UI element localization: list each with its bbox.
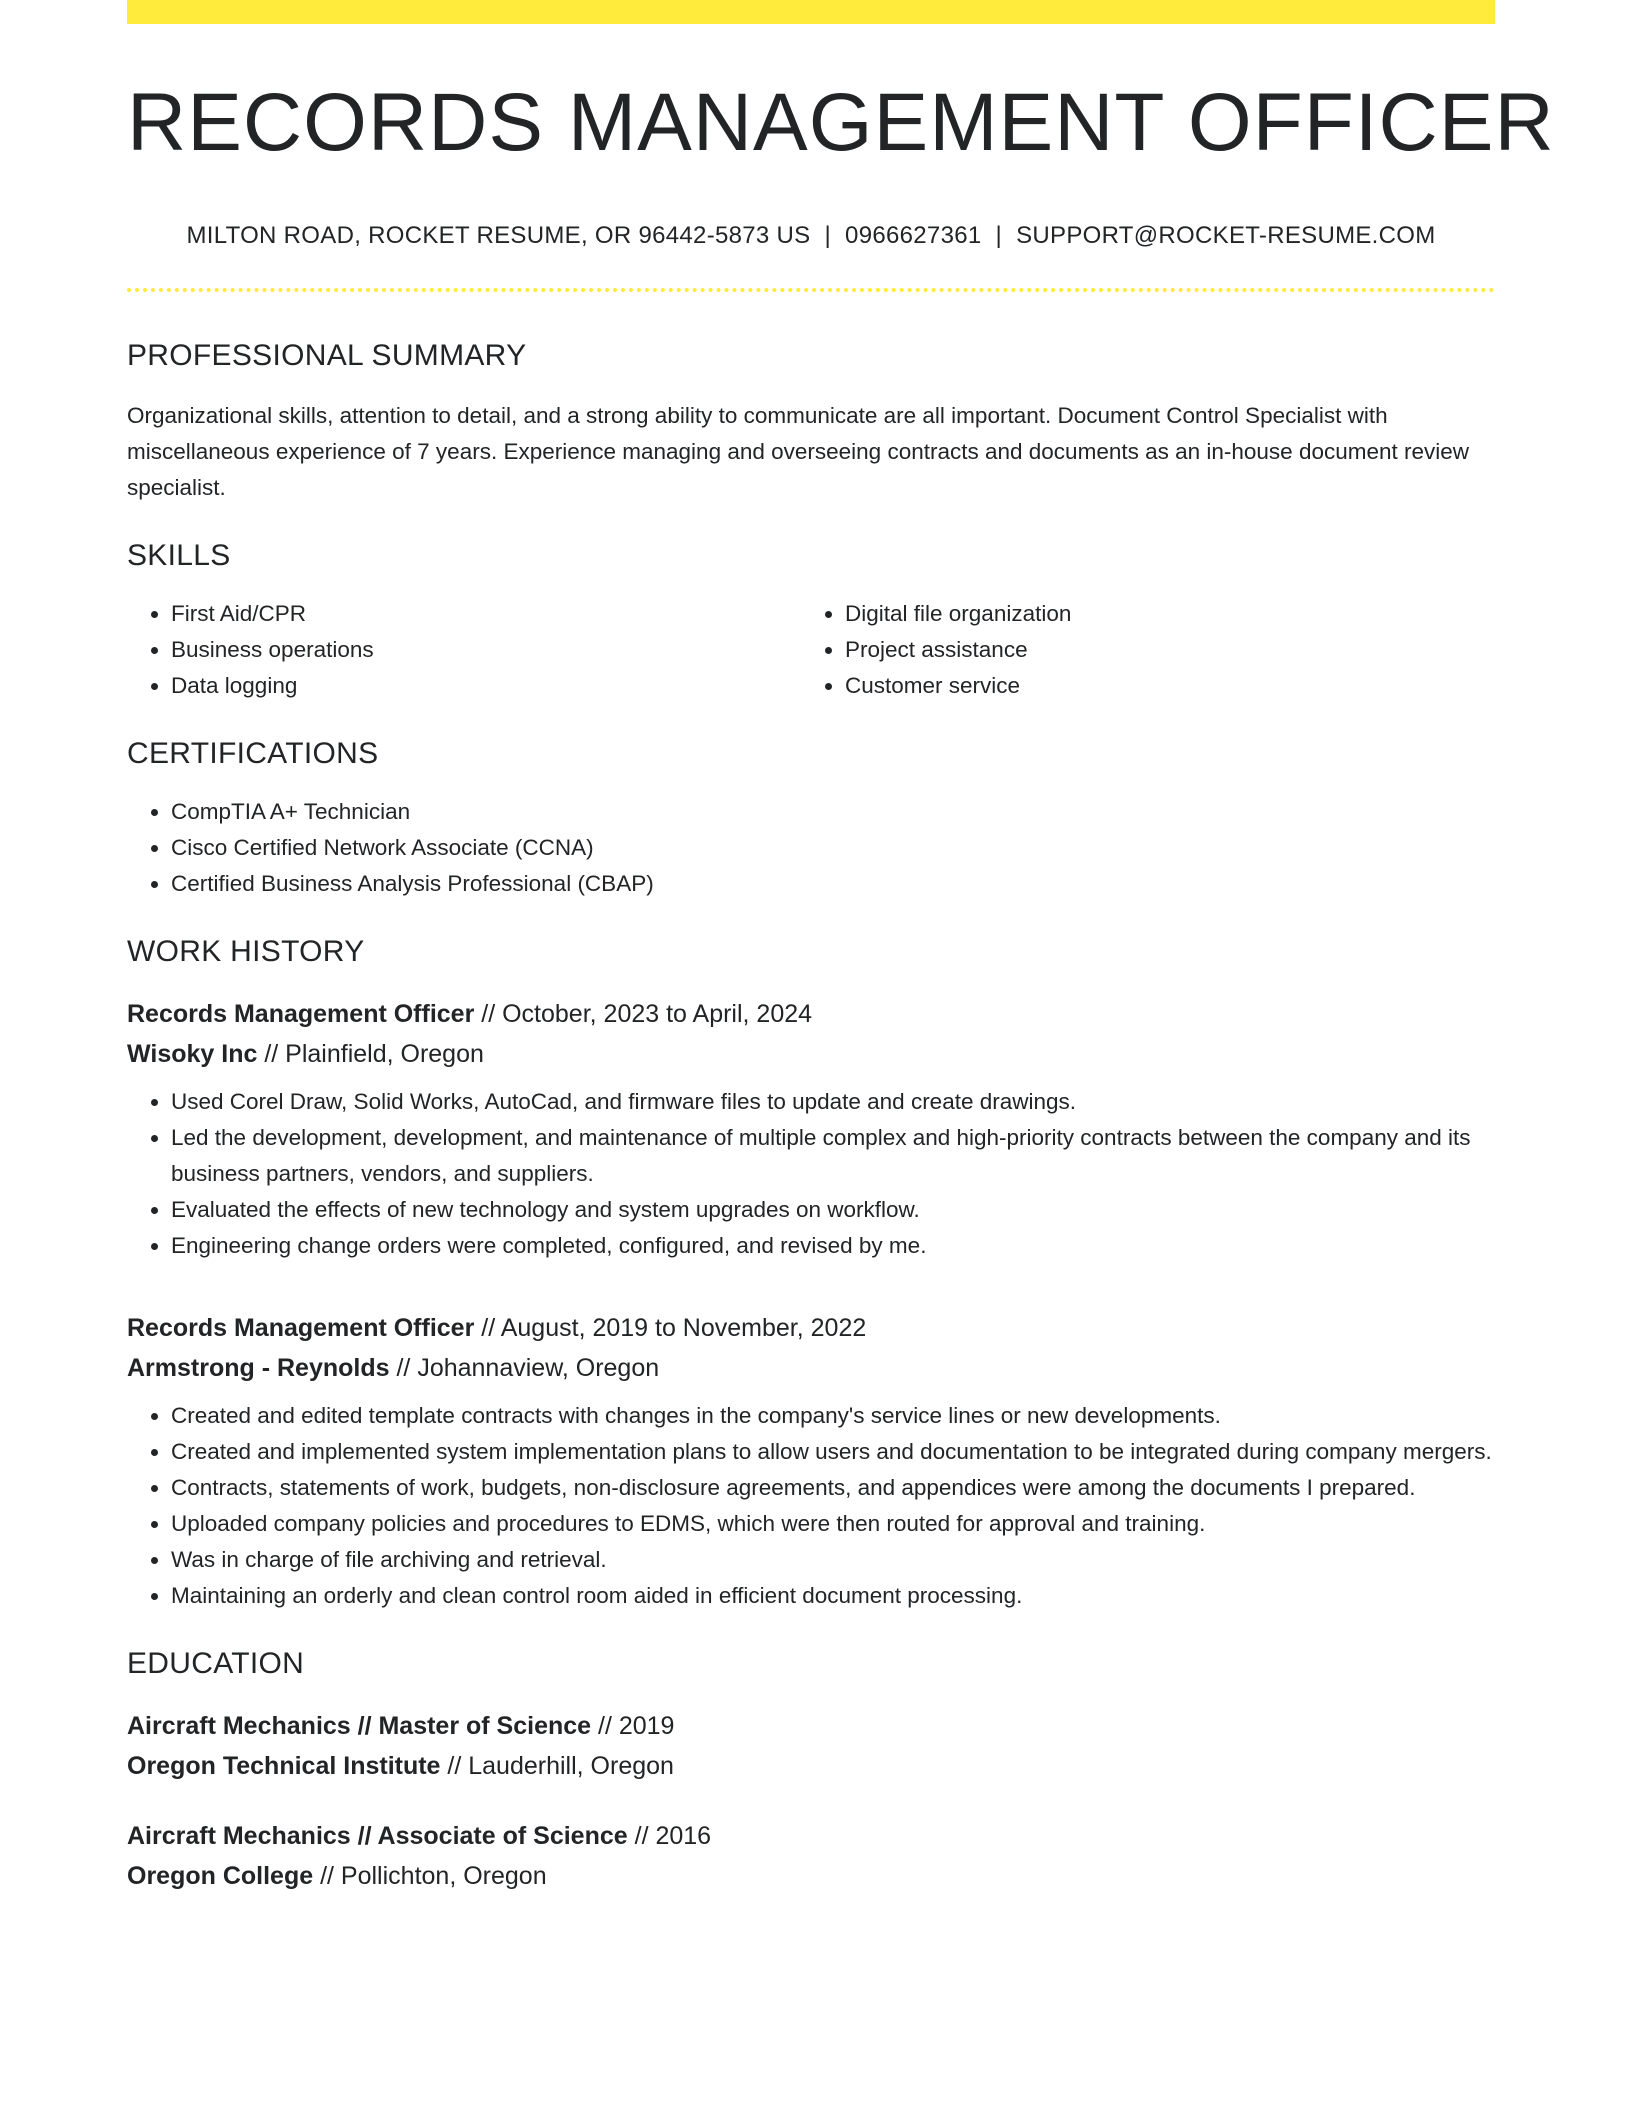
education-school: Oregon Technical Institute (127, 1752, 441, 1780)
education-school-line (127, 1856, 1495, 1896)
job-bullet: • Created and edited template contracts with changes in the company's service lines or new developments. (171, 1398, 1495, 1434)
education-year: // 2019 (591, 1712, 675, 1740)
skill-item: • Customer service (845, 668, 1475, 704)
contact-line (127, 222, 1495, 250)
job-dates: // August, 2019 to November, 2022 (474, 1314, 867, 1342)
job-company: Armstrong - Reynolds (127, 1354, 390, 1382)
section-title-skills: SKILLS (127, 539, 231, 572)
education-degree: Aircraft Mechanics // Master of Science (127, 1712, 592, 1740)
job-bullet: • Created and implemented system implementation plans to allow users and documentation to be integrated during company mergers. (171, 1434, 1495, 1470)
job-bullets (127, 1398, 1495, 1614)
certification-item: • Cisco Certified Network Associate (CCNA) (171, 830, 1495, 866)
job-entry (127, 1308, 1495, 1614)
education-degree: Aircraft Mechanics // Associate of Science (127, 1822, 628, 1850)
skills-grid (127, 596, 1495, 704)
job-company-line (127, 1348, 1495, 1388)
education-location: // Lauderhill, Oregon (440, 1752, 674, 1780)
dotted-divider (127, 288, 1495, 292)
contact-separator: | (824, 222, 832, 249)
education-degree-line (127, 1816, 1495, 1856)
education-entry (127, 1816, 1495, 1896)
job-role-line (127, 994, 1495, 1034)
job-company-line (127, 1034, 1495, 1074)
skill-item: • Business operations (171, 632, 801, 668)
job-bullet: • Maintaining an orderly and clean control room aided in efficient document processing. (171, 1578, 1495, 1614)
certification-item: • CompTIA A+ Technician (171, 794, 1495, 830)
skills-column-right (801, 596, 1475, 704)
education-section (127, 1646, 1495, 1896)
summary-section (127, 338, 1495, 506)
job-dates: // October, 2023 to April, 2024 (474, 1000, 813, 1028)
skills-column-left (127, 596, 801, 704)
section-title-education: EDUCATION (127, 1647, 305, 1680)
section-title-work-history: WORK HISTORY (127, 935, 365, 968)
section-title-summary: PROFESSIONAL SUMMARY (127, 339, 527, 372)
skills-section (127, 538, 1495, 704)
resume-page (127, 0, 1555, 1896)
job-location: // Johannaview, Oregon (389, 1354, 660, 1382)
certification-item: • Certified Business Analysis Professional (CBAP) (171, 866, 1495, 902)
work-history-section (127, 934, 1495, 1614)
job-company: Wisoky Inc (127, 1040, 258, 1068)
job-bullets (127, 1084, 1495, 1264)
accent-top-bar (127, 0, 1495, 24)
skill-item: • Digital file organization (845, 596, 1475, 632)
resume-name: RECORDS MANAGEMENT OFFICER (127, 77, 1555, 168)
job-bullet: • Led the development, development, and maintenance of multiple complex and high-priority contracts between the company and its business partners, vendors, and suppliers. (171, 1120, 1495, 1192)
contact-email: SUPPORT@ROCKET-RESUME.COM (1016, 222, 1436, 249)
contact-phone: 0966627361 (845, 222, 982, 249)
education-school: Oregon College (127, 1862, 314, 1890)
skill-item: • Project assistance (845, 632, 1475, 668)
job-role: Records Management Officer (127, 1314, 475, 1342)
skill-item: • First Aid/CPR (171, 596, 801, 632)
job-location: // Plainfield, Oregon (257, 1040, 484, 1068)
job-role-line (127, 1308, 1495, 1348)
job-bullet: • Used Corel Draw, Solid Works, AutoCad, and firmware files to update and create drawings. (171, 1084, 1495, 1120)
job-bullet: • Engineering change orders were completed, configured, and revised by me. (171, 1228, 1495, 1264)
skill-item: • Data logging (171, 668, 801, 704)
certifications-list (127, 794, 1495, 902)
education-school-line (127, 1746, 1495, 1786)
contact-address: MILTON ROAD, ROCKET RESUME, OR 96442-5873 US (186, 222, 811, 249)
job-bullet: • Was in charge of file archiving and retrieval. (171, 1542, 1495, 1578)
education-entry (127, 1706, 1495, 1786)
job-bullet: • Evaluated the effects of new technology and system upgrades on workflow. (171, 1192, 1495, 1228)
education-location: // Pollichton, Oregon (313, 1862, 547, 1890)
certifications-section (127, 736, 1495, 902)
job-bullet: • Contracts, statements of work, budgets, non-disclosure agreements, and appendices were among the documents I prepared. (171, 1470, 1495, 1506)
summary-text: Organizational skills, attention to detail, and a strong ability to communicate are all important. Document Control Specialist with miscellaneous experience of 7 years. Experience managing and overseeing contracts and documents as an in-house document review specialist. (127, 403, 1470, 500)
job-bullet: • Uploaded company policies and procedures to EDMS, which were then routed for approval and training. (171, 1506, 1495, 1542)
section-title-certifications: CERTIFICATIONS (127, 737, 379, 770)
education-year: // 2016 (627, 1822, 712, 1850)
job-role: Records Management Officer (127, 1000, 475, 1028)
contact-separator: | (995, 222, 1003, 249)
job-entry (127, 994, 1495, 1264)
education-degree-line (127, 1706, 1495, 1746)
